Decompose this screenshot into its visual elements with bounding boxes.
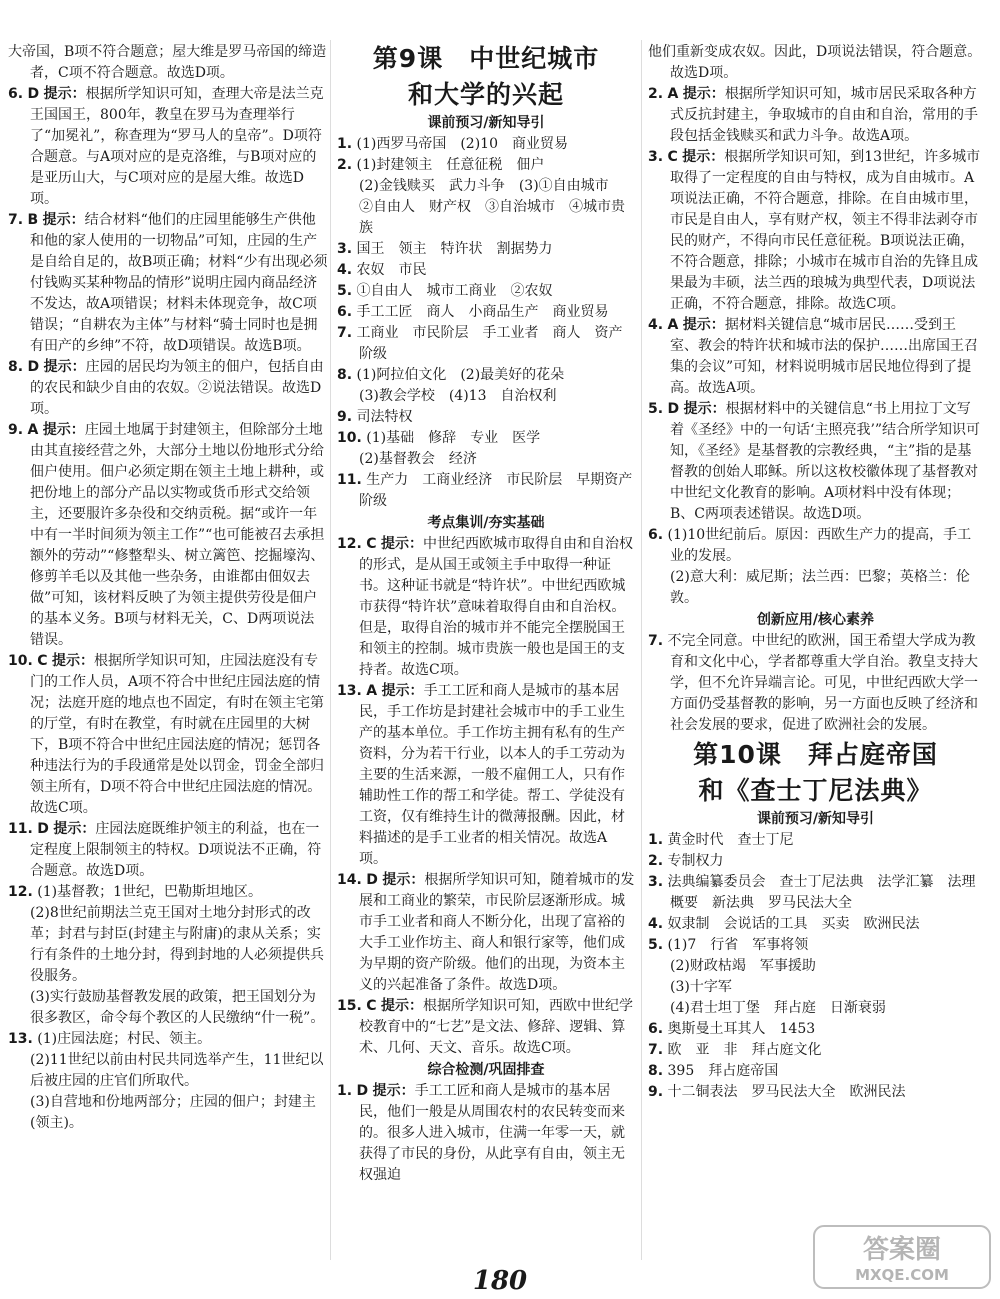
answer-letter: D <box>27 86 40 102</box>
item-number: 1. <box>337 1083 353 1099</box>
answer-text: 生产力 工商业经济 市民阶层 早期资产阶级 <box>359 472 633 509</box>
answer-item <box>337 1081 635 1186</box>
answer-text: 手工工匠 商人 小商品生产 商业贸易 <box>356 304 609 320</box>
answer-text: 根据材料中的关键信息“书上用拉丁文写着《圣经》中的一句话‘主照亮我’”结合所学知识可知，《圣经》是基督教的宗教经典，“主”指的是基督教的创始人耶稣。所以这枚校徽体现了基督教对中世纪文化教育的影响。A项材料中没有体现；B、C两项表述错误。故选D项。 <box>670 401 981 522</box>
answer-item <box>337 281 635 302</box>
item-number: 7. <box>648 1042 664 1058</box>
answer-letter: D <box>37 821 49 837</box>
section-title: 课前预习/新知导引 <box>756 811 875 827</box>
answer-item <box>648 1019 983 1040</box>
answer-letter: B <box>27 212 39 228</box>
item-number: 10. <box>337 430 362 446</box>
item-number: 3. <box>337 241 353 257</box>
item-number: 3. <box>648 149 664 165</box>
answer-letter: A <box>667 86 679 102</box>
answer-item <box>8 882 328 903</box>
answer-item <box>648 84 983 147</box>
item-number: 10. <box>8 653 33 669</box>
answer-item <box>8 819 328 882</box>
answer-text: 司法特权 <box>356 409 413 425</box>
answer-list <box>648 830 983 1103</box>
hint-label: 提示： <box>42 212 85 228</box>
item-number: 2. <box>648 853 664 869</box>
answer-text: 根据所学知识可知，庄园法庭没有专门的工作人员，A项不符合中世纪庄园法庭的情况；法庭开庭的地点也不固定，有时在领主宅第的厅堂，有时在教堂，有时就在庄园里的大树下，B项不符合中世纪庄园法庭的情况；惩罚各种违法行为的手段通常是处以罚金，罚金全部归领主所有，D项不符合中世纪庄园法庭的情况。故选C项。 <box>30 653 324 816</box>
item-number: 9. <box>648 1084 664 1100</box>
hint-label: 提示： <box>53 821 96 837</box>
answer-item <box>648 830 983 851</box>
hint-label: 提示： <box>682 317 725 333</box>
item-number: 6. <box>648 527 664 543</box>
item-number: 4. <box>648 317 664 333</box>
item-number: 1. <box>648 832 664 848</box>
answer-item <box>648 1061 983 1082</box>
answer-item <box>337 323 635 365</box>
answer-text: (1)西罗马帝国 (2)10 商业贸易 <box>356 136 568 152</box>
hint-label: 提示： <box>381 998 423 1014</box>
item-number: 7. <box>8 212 24 228</box>
answer-subitem: (4)君士坦丁堡 拜占庭 日渐衰弱 <box>670 1000 886 1016</box>
lesson-title: 第9课 中世纪城市 <box>372 44 600 73</box>
answer-text: 不完全同意。中世纪的欧洲，国王希望大学成为教育和文化中心，学者都尊重大学自治。教皇支持大学，但不允许异端言论。可见，中世纪西欧大学一方面仍受基督教的影响，另一方面也反映了经济和社会发展的要求，促进了欧洲社会的发展。 <box>667 633 978 733</box>
answer-text: 欧 亚 非 拜占庭文化 <box>667 1042 822 1058</box>
answer-item <box>337 870 635 996</box>
answer-text: 据材料关键信息“城市居民……受到王室、教会的特许状和城市法的保护……出席国王召集的会议”可知，材料说明城市居民地位得到了提高。故选A项。 <box>670 317 978 396</box>
answer-letter: D <box>366 872 378 888</box>
answer-text: 黄金时代 查士丁尼 <box>667 832 794 848</box>
answer-text: (1)基础 修辞 专业 医学 <box>366 430 541 446</box>
middle-column <box>337 40 635 1186</box>
answer-subitem: (3)实行鼓励基督教发展的政策，把王国划分为很多教区，命令每个教区的人民缴纳“什一税”。 <box>30 989 325 1026</box>
answer-item <box>8 210 328 357</box>
hint-label: 提示： <box>52 653 94 669</box>
answer-text: 根据所学知识可知，城市居民采取各种方式反抗封建主，争取城市的自由和自治，常用的手段包括金钱赎买和武力斗争。故选A项。 <box>670 86 978 144</box>
answer-item <box>8 42 328 84</box>
answer-item <box>8 1029 328 1050</box>
item-number: 12. <box>8 884 33 900</box>
answer-text: (1)基督教；1世纪，巴勒斯坦地区。 <box>37 884 263 900</box>
answer-text: 根据所学知识可知，随着城市的发展和工商业的繁荣，市民阶层逐渐形成。城市手工业者和商人不断分化，出现了富裕的大手工业作坊主、商人和银行家等，他们成为早期的资产阶级。他们的出现，为资本主义的兴起准备了条件。故选D项。 <box>359 872 635 993</box>
answer-item <box>337 996 635 1059</box>
answer-text: 根据所学知识可知，西欧中世纪学校教育中的“七艺”是文法、修辞、逻辑、算术、几何、天文、音乐。故选C项。 <box>359 998 633 1056</box>
svg-text:答案圈: 答案圈 <box>862 1235 942 1265</box>
item-number: 7. <box>337 325 353 341</box>
section-title: 综合检测/巩固排查 <box>427 1062 545 1078</box>
svg-text:MXQE.COM: MXQE.COM <box>855 1266 949 1284</box>
answer-item <box>337 155 635 176</box>
item-number: 3. <box>648 874 664 890</box>
answer-text: 根据所学知识可知，到13世纪，许多城市取得了一定程度的自由与特权，成为自由城市。A项说法正确，不符合题意，排除。在自由城市里，市民是自由人，享有财产权，领主不得非法剥夺市民的财产，不得向市民任意征税。B项说法正确，不符合题意，排除；小城市在城市自治的先锋且成果最为丰硕，法兰西的琅城为典型代表，D项说法正确，不符合题意，排除。故选C项。 <box>670 149 981 312</box>
answer-text: 农奴 市民 <box>356 262 427 278</box>
item-number: 14. <box>337 872 362 888</box>
item-number: 6. <box>8 86 24 102</box>
answer-letter: D <box>356 1083 369 1099</box>
answer-item <box>8 651 328 819</box>
answer-text: 中世纪西欧城市取得自由和自治权的形式，是从国王或领主手中取得一种证书。这种证书就是“特许状”。中世纪西欧城市获得“特许状”意味着取得自由和自治权。但是，取得自治的城市并不能完全摆脱国王和领主的控制。城市贵族一般也是国王的支持者。故选C项。 <box>359 536 633 678</box>
hint-label: 提示： <box>43 86 86 102</box>
answer-letter: C <box>667 149 678 165</box>
answer-letter: A <box>366 683 378 699</box>
answer-letter: A <box>667 317 679 333</box>
answer-item <box>8 357 328 420</box>
item-number: 6. <box>337 304 353 320</box>
answer-item <box>337 428 635 449</box>
answer-subitem: (3)教会学校 (4)13 自治权利 <box>359 388 557 404</box>
item-number: 13. <box>337 683 362 699</box>
answer-subitem: (2)11世纪以前由村民共同选举产生，11世纪以后被庄园的庄官们所取代。 <box>30 1052 324 1089</box>
item-number: 8. <box>648 1063 664 1079</box>
hint-label: 提示： <box>682 86 725 102</box>
answer-subitem: (2)基督教会 经济 <box>359 451 477 467</box>
item-number: 4. <box>648 916 664 932</box>
answer-text: 国王 领主 特许状 割据势力 <box>356 241 553 257</box>
answer-item <box>8 420 328 651</box>
answer-list <box>337 1081 635 1186</box>
lesson-title: 第10课 拜占庭帝国 <box>693 740 938 769</box>
answer-item <box>337 534 635 681</box>
hint-label: 提示： <box>42 422 85 438</box>
answer-subitem: (2)意大利：威尼斯；法兰西：巴黎；英格兰：伦敦。 <box>670 569 970 606</box>
item-number: 8. <box>337 367 353 383</box>
answer-subitem: (2)财政枯竭 军事援助 <box>670 958 816 974</box>
hint-label: 提示： <box>43 359 86 375</box>
answer-item <box>337 302 635 323</box>
item-number: 1. <box>337 136 353 152</box>
answer-item <box>648 1082 983 1103</box>
item-number: 4. <box>337 262 353 278</box>
hint-label: 提示： <box>382 872 425 888</box>
answer-text: 十二铜表法 罗马民法大全 欧洲民法 <box>667 1084 906 1100</box>
item-number: 15. <box>337 998 362 1014</box>
answer-text: 手工工匠和商人是城市的基本居民，他们一般是从周围农村的农民转变而来的。很多人进入城市，住满一年零一天，就获得了市民的身份，从此享有自由，领主无权强迫 <box>359 1083 625 1183</box>
answer-text: (1)阿拉伯文化 (2)最美好的花朵 <box>356 367 565 383</box>
answer-letter: A <box>27 422 39 438</box>
item-number: 6. <box>648 1021 664 1037</box>
answer-item <box>648 525 983 567</box>
answer-text: 法典编纂委员会 查士丁尼法典 法学汇纂 法理概要 新法典 罗马民法大全 <box>667 874 976 911</box>
answer-list <box>648 631 983 736</box>
answer-item <box>648 147 983 315</box>
answer-text: 奴隶制 会说话的工具 买卖 欧洲民法 <box>667 916 920 932</box>
answer-text: 结合材料“他们的庄园里能够生产供他和他的家人使用的一切物品”可知，庄园的生产是自给自足的，故B项正确；材料“少有出现必须付钱购买某种物品的情形”说明庄园内商品经济不发达，故A项错误；材料未体现竞争，故C项错误；“自耕农为主体”与材料“骑士同时也是拥有田产的乡绅”不符，故D项错误。故选B项。 <box>30 212 328 354</box>
answer-item <box>8 84 328 210</box>
item-number: 5. <box>337 283 353 299</box>
answer-text: 庄园的居民均为领主的佃户，包括自由的农民和缺少自由的农奴。②说法错误。故选D项。 <box>30 359 324 417</box>
answer-text: 大帝国，B项不符合题意；屋大维是罗马帝国的缔造者，C项不符合题意。故选D项。 <box>8 44 327 81</box>
answer-letter: C <box>366 536 377 552</box>
answer-text: 他们重新变成农奴。因此，D项说法错误，符合题意。故选D项。 <box>648 44 982 81</box>
column-divider <box>330 40 331 1260</box>
answer-item <box>648 914 983 935</box>
answer-list <box>337 134 635 512</box>
item-number: 2. <box>337 157 353 173</box>
answer-item <box>648 851 983 872</box>
item-number: 11. <box>337 472 362 488</box>
item-number: 13. <box>8 1031 33 1047</box>
answer-item <box>648 1040 983 1061</box>
answer-text: (1)7 行省 军事将领 <box>667 937 809 953</box>
answer-text: 手工工匠和商人是城市的基本居民，手工作坊是封建社会城市中的手工业生产的基本单位。手工作坊主拥有私有的生产资料，分为若干行业，以本人的手工劳动为主要的生活来源，一般不雇佣工人，只有作辅助性工作的帮工和学徒。帮工、学徒没有工资，仅有维持生计的微薄报酬。因此，材料描述的是手工业者的相关情况。故选A项。 <box>359 683 625 867</box>
item-number: 5. <box>648 401 664 417</box>
item-number: 9. <box>337 409 353 425</box>
answer-subitem: (3)自营地和份地两部分；庄园的佃户；封建主(领主)。 <box>30 1094 316 1131</box>
answer-list <box>648 42 983 609</box>
answer-text: ①自由人 城市工商业 ②农奴 <box>356 283 553 299</box>
answer-item <box>337 365 635 386</box>
answer-text: 工商业 市民阶层 手工业者 商人 资产阶级 <box>356 325 623 362</box>
answer-item <box>337 239 635 260</box>
item-number: 7. <box>648 633 664 649</box>
answer-text: (1)封建领主 任意征税 佃户 <box>356 157 545 173</box>
answer-letter: D <box>27 359 40 375</box>
hint-label: 提示： <box>683 401 726 417</box>
lesson-title: 和《查士丁尼法典》 <box>698 776 933 805</box>
answer-item <box>337 470 635 512</box>
answer-text: 奥斯曼土耳其人 1453 <box>667 1021 816 1037</box>
answer-item <box>648 935 983 956</box>
section-title: 考点集训/夯实基础 <box>427 515 545 531</box>
item-number: 8. <box>8 359 24 375</box>
answer-text: 395 拜占庭帝国 <box>667 1063 779 1079</box>
answer-text: (1)庄园法庭；村民、领主。 <box>37 1031 212 1047</box>
item-number: 2. <box>648 86 664 102</box>
hint-label: 提示： <box>381 536 423 552</box>
item-number: 5. <box>648 937 664 953</box>
column-divider <box>641 40 642 1260</box>
answer-subitem: (2)8世纪前期法兰克王国对土地分封形式的改革；封君与封臣(封建主与附庸)的隶从关系；实行有条件的土地分封，得到封地的人必须提供兵役服务。 <box>30 905 324 984</box>
answer-item <box>648 399 983 525</box>
answer-letter: C <box>37 653 48 669</box>
answer-item <box>648 872 983 914</box>
left-column <box>8 42 328 1134</box>
answer-text: 专制权力 <box>667 853 724 869</box>
answer-item <box>337 681 635 870</box>
answer-subitem: (2)金钱赎买 武力斗争 (3)①自由城市 ②自由人 财产权 ③自治城市 ④城市贵族 <box>359 178 625 236</box>
hint-label: 提示： <box>372 1083 415 1099</box>
page-number: 180 <box>472 1266 528 1296</box>
answer-text: 根据所学知识可知，查理大帝是法兰克王国国王，800年，教皇在罗马为查理举行了“加冕礼”，称查理为“罗马人的皇帝”。D项符合题意。与A项对应的是克洛维，与B项对应的是亚历山大，与C项对应的是屋大维。故选D项。 <box>30 86 324 207</box>
answer-item <box>648 42 983 84</box>
answer-item <box>648 315 983 399</box>
answer-item <box>648 631 983 736</box>
item-number: 12. <box>337 536 362 552</box>
answer-letter: D <box>667 401 680 417</box>
answer-text: (1)10世纪前后。原因：西欧生产力的提高，手工业的发展。 <box>667 527 972 564</box>
answer-subitem: (3)十字军 <box>670 979 732 995</box>
section-title: 创新应用/核心素养 <box>756 612 875 628</box>
answer-item <box>337 134 635 155</box>
answer-item <box>337 260 635 281</box>
hint-label: 提示： <box>381 683 424 699</box>
answer-letter: C <box>366 998 377 1014</box>
answer-text: 庄园法庭既维护领主的利益，也在一定程度上限制领主的特权。D项说法不正确，符合题意。故选D项。 <box>30 821 322 879</box>
hint-label: 提示： <box>682 149 725 165</box>
item-number: 11. <box>8 821 33 837</box>
answer-text: 庄园土地属于封建领主，但除部分土地由其直接经营之外，大部分土地以份地形式分给佃户使用。佃户必须定期在领主土地上耕种，或把份地上的部分产品以实物或货币形式交给领主，还要服许多杂役和交纳贡税。据“或许一年中有一半时间须为领主工作”“也可能被召去承担额外的劳动”“修整犁头、树立篱笆、挖掘壕沟、修剪羊毛以及其他一些杂务，由谁都由佃奴去做”可知，该材料反映了为领主提供劳役是佃户的基本义务。B项与材料无关，C、D两项说法错误。 <box>30 422 325 648</box>
answer-list <box>337 534 635 1059</box>
watermark-logo <box>812 1222 992 1292</box>
item-number: 9. <box>8 422 24 438</box>
right-column <box>648 42 983 1103</box>
answer-item <box>337 407 635 428</box>
section-title: 课前预习/新知导引 <box>427 115 545 131</box>
lesson-title: 和大学的兴起 <box>407 80 564 109</box>
